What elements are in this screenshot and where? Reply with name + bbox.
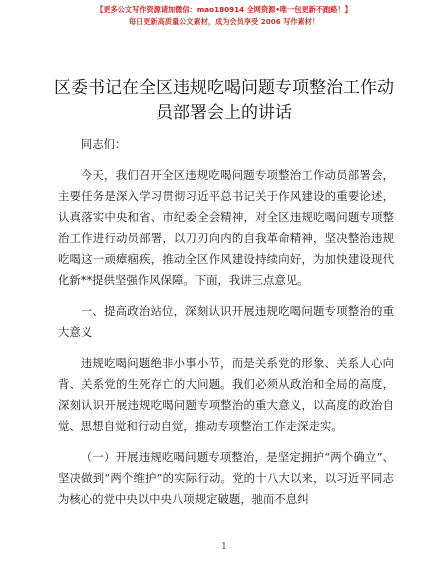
promo-banner-line-2: 每日更新高质量公文素材，成为会员享受 2006 写作素材！ [128,17,320,26]
page-number: 1 [221,542,227,552]
section-heading-1: 一、提高政治站位，深刻认识开展违规吃喝问题专项整治的重大意义 [58,304,394,339]
paragraph-subsection-1: （一）开展违规吃喝问题专项整治，是坚定拥护“两个确立”、坚决做到“两个维护”的实际行动。党的十八大以来，以习近平同志为核心的党中央以中央八项规定破题，驰而不息纠 [58,450,394,506]
promo-banner [0,4,448,28]
document-title [20,76,428,126]
salutation: 同志们： [80,137,127,151]
paragraph-intro: 今天，我们召开全区违规吃喝问题专项整治工作动员部署会，主要任务是深入学习贯彻习近平总书记关于作风建设的重要论述，认真落实中央和省、市纪委全会精神，对全区违规吃喝问题专项整治工作进行动员部署，以刀刃向内的自我革命精神，坚决整治违规吃喝这一顽瘴痼疾，推动全区作风建设持续向好，为加快建设现代化新**提供坚强作风保障。下面，我讲三点意见。 [58,168,394,287]
promo-banner-line-1: 【更多公文写作资源请加微信：mao180914 全网资源•唯一包更新不跑路！】 [96,5,352,14]
document-title-line-2: 员部署会上的讲话 [156,103,292,123]
paragraph-section-1: 违规吃喝问题绝非小事小节，而是关系党的形象、关系人心向背、关系党的生死存亡的大问题。我们必须从政治和全局的高度，深刻认识开展违规吃喝问题专项整治的重大意义，以高度的政治自觉、思想自觉和行动自觉，推动专项整治工作走深走实。 [58,356,394,433]
document-title-line-1: 区委书记在全区违规吃喝问题专项整治工作动 [54,78,394,98]
document-body [58,134,394,510]
